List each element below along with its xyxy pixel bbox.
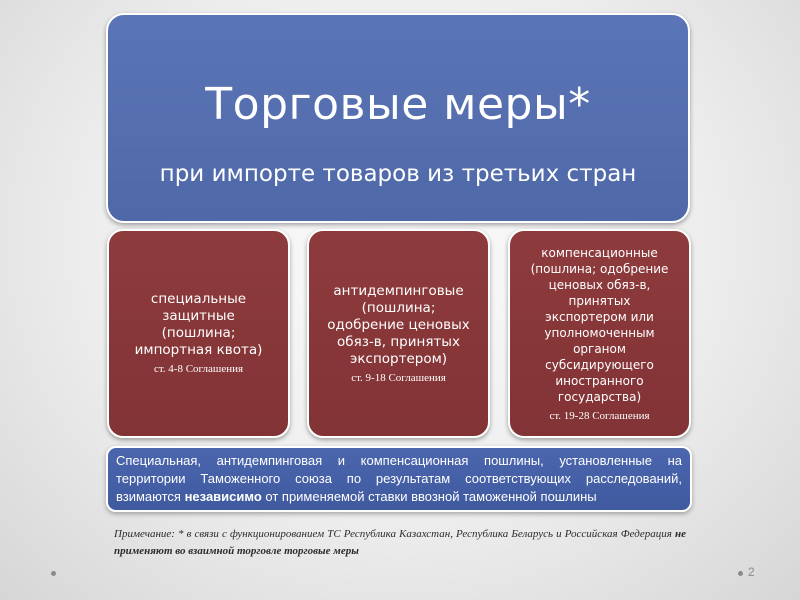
card-detail: одобрение ценовых	[327, 316, 470, 333]
card-label: защитные	[162, 308, 235, 324]
card-detail: ценовых обяз-в,	[548, 277, 651, 292]
card-detail: органом	[573, 341, 626, 356]
footnote	[114, 526, 686, 560]
card-detail: государства)	[557, 389, 642, 404]
card-countervailing	[508, 229, 691, 438]
footnote-text: Примечание: * в связи с функционированием ТС Республика Казахстан, Республика Беларусь и Российская Федерация	[114, 528, 675, 540]
card-detail: (пошлина; одобрение	[530, 261, 669, 276]
title-box	[106, 13, 690, 223]
card-detail: уполномоченным	[544, 325, 655, 340]
nav-prev-dot[interactable]	[51, 571, 56, 576]
card-detail: экспортером или	[545, 309, 654, 324]
card-detail: иностранного	[555, 373, 644, 388]
card-detail: экспортером)	[349, 350, 448, 367]
card-antidumping	[307, 229, 490, 438]
card-label: антидемпинговые	[333, 282, 464, 299]
card-detail: импортная квота)	[134, 342, 263, 358]
card-label: специальные	[150, 291, 247, 307]
duties-banner	[106, 446, 692, 512]
card-detail: (пошлина;	[361, 299, 436, 316]
card-detail: субсидирующего	[545, 357, 654, 372]
card-detail: обяз-в, принятых	[337, 333, 460, 350]
card-reference: ст. 9-18 Соглашения	[351, 371, 446, 384]
page-number: 2	[748, 565, 755, 579]
nav-next-dot[interactable]	[738, 571, 743, 576]
card-detail: принятых	[568, 293, 631, 308]
card-label: компенсационные	[541, 245, 658, 260]
card-detail: (пошлина;	[161, 325, 236, 341]
slide-subtitle: при импорте товаров из третьих стран	[159, 161, 637, 187]
card-special-protective	[107, 229, 290, 438]
card-reference: ст. 19-28 Соглашения	[549, 409, 650, 422]
banner-text-end: от применяемой ставки ввозной таможенной пошлины	[261, 489, 597, 504]
banner-text: Специальная, антидемпинговая и компенсационная пошлины, установленные на территории Таможенного союза по результатам соответствующих расследований, взимаются	[116, 453, 682, 504]
banner-emphasis: независимо	[184, 489, 262, 504]
slide-title: Торговые меры*	[205, 79, 591, 130]
footnote-emphasis: не применяют во взаимной торговле торговые меры	[114, 528, 686, 557]
card-reference: ст. 4-8 Соглашения	[153, 363, 244, 375]
